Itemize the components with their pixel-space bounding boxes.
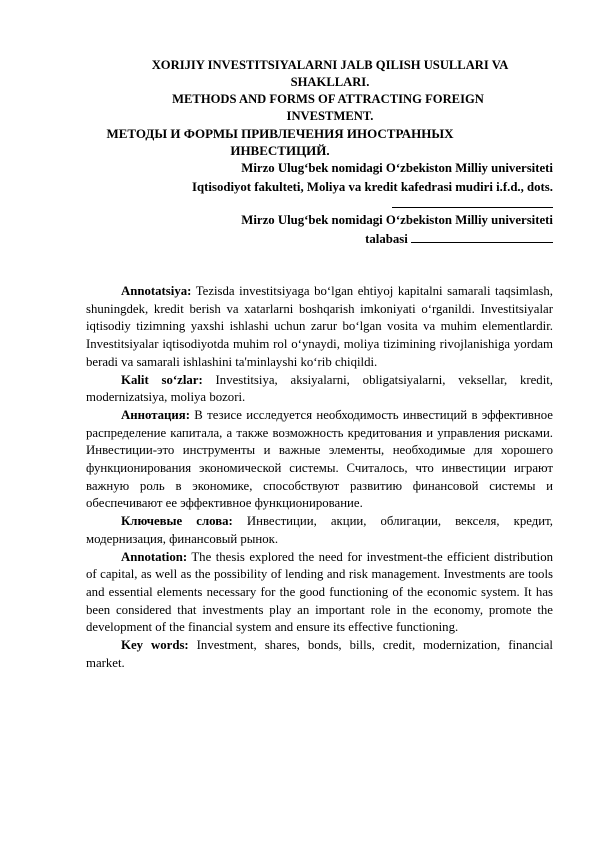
author1-name-blank-line <box>392 207 553 208</box>
abstract-en-text: The thesis explored the need for investment-the efficient distribution of capital, as well as the possibility of lending and risk management. Investments are tools and essential elements necessary for the good functioning of the economic system. It has been considered that investments play an important role in the economy, promote the development of the financial system and ensure its effective functioning. <box>86 549 553 635</box>
author1-affiliation <box>192 159 553 197</box>
abstract-uz-paragraph <box>86 283 553 372</box>
abstract-en-label: Annotation: <box>121 549 188 564</box>
author2-position-row <box>241 230 553 249</box>
title-en-line1: METHODS AND FORMS OF ATTRACTING FOREIGN <box>172 92 484 106</box>
keywords-en-label: Key words: <box>121 638 189 653</box>
title-ru-line2: ИНВЕСТИЦИЙ. <box>230 143 330 158</box>
keywords-ru-text: Инвестиции, акции, облигации, векселя, кредит, модернизация, финансовый рынок. <box>86 514 553 546</box>
author2-name-blank-line <box>411 230 553 243</box>
title-ru-line1: МЕТОДЫ И ФОРМЫ ПРИВЛЕЧЕНИЯ ИНОСТРАННЫХ <box>106 126 454 141</box>
title-en-line2: INVESTMENT. <box>286 109 374 123</box>
keywords-uz-label: Kalit soʻzlar: <box>121 372 203 387</box>
abstract-en-paragraph <box>86 549 553 638</box>
abstract-uz-label: Annotatsiya: <box>121 284 192 298</box>
author2-position: talabasi <box>365 232 408 246</box>
keywords-ru-paragraph <box>86 513 553 548</box>
title-uz-line2: SHAKLLARI. <box>290 75 370 89</box>
title-uz-line1: XORIJIY INVESTITSIYALARNI JALB QILISH USULLARI VA <box>151 58 509 72</box>
abstract-ru-label: Аннотация: <box>121 407 190 422</box>
keywords-uz-text: Investitsiya, aksiyalarni, obligatsiyalarni, veksellar, kredit, modernizatsiya, moliya bozori. <box>86 372 554 405</box>
keywords-en-paragraph <box>86 637 553 672</box>
keywords-uz-paragraph <box>86 372 553 407</box>
author1-position: Iqtisodiyot fakulteti, Moliya va kredit kafedrasi mudiri i.f.d., dots. <box>192 180 553 194</box>
author2-university: Mirzo Ulugʻbek nomidagi Oʻzbekiston Milliy universiteti <box>241 213 553 227</box>
abstract-body <box>86 283 553 672</box>
keywords-en-text: Investment, shares, bonds, bills, credit, modernization, financial market. <box>86 638 553 670</box>
abstract-ru-text: В тезисе исследуется необходимость инвестиций в эффективное распределение капитала, а также возможность кредитования и управления рисками. Инвестиции-это инструменты и важные элементы, необходимые для хорошего функционирования экономической системы. Считалось, что инвестиции играют важную роль в экономике, способствуют развитию финансовой системы и обеспечивают ее эффективное функционирование. <box>86 407 553 511</box>
abstract-uz-text: Tezisda investitsiyaga boʻlgan ehtiyoj kapitalni samarali taqsimlash, shuningdek, kredit berish va xatarlarni boshqarish imkoniyati oʻrganildi. Investitsiyalar iqtisodiy tizimning yaxshi ishlashi uchun zarur boʻlgan vosita va muhim elementlardir. Investitsiyalar iqtisodiyotda muhim rol oʻynaydi, moliya tizimining rivojlanishiga yordam beradi va samarali ishlashini ta'minlayshi koʻrib chiqildi. <box>86 284 553 369</box>
author1-university: Mirzo Ulugʻbek nomidagi Oʻzbekiston Milliy universiteti <box>241 161 553 175</box>
paper-title-block <box>106 57 540 159</box>
abstract-ru-paragraph <box>86 407 553 513</box>
author2-affiliation <box>241 211 553 249</box>
keywords-ru-label: Ключевые слова: <box>121 514 233 529</box>
